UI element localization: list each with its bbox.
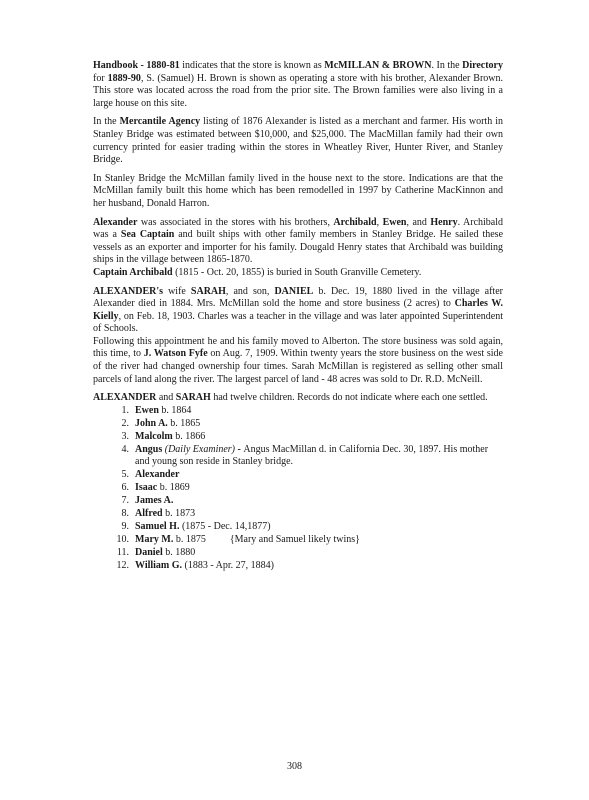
list-item-number: 1. <box>121 404 129 416</box>
text-run: for <box>93 72 108 84</box>
bold-text: Angus <box>135 443 163 455</box>
bold-text: Isaac <box>135 482 158 494</box>
bold-text: Daniel <box>135 546 163 558</box>
text-run: b. 1864 <box>158 404 192 416</box>
bold-text: Alfred <box>135 508 163 520</box>
list-item-number: 8. <box>121 508 129 520</box>
list-item-number: 7. <box>121 495 129 507</box>
text-run: Following this appointment he and his family moved to Alberton. The store business was sold again, this time, to <box>93 335 503 360</box>
bold-text: J. Watson Fyfe <box>143 348 208 360</box>
text-run: . In the <box>431 60 463 71</box>
page-number: 308 <box>287 761 302 772</box>
text-run: listing of 1876 Alexander is listed as a merchant and farmer. His worth in Stanley Bridge was estimated between $10,000, and $25,000. The MacMillan family had their own currency printed for easier trading within the stores in Wheatley River, Hunter River, and Stanley Bridge. <box>93 116 503 166</box>
bold-text: McMILLAN & BROWN <box>324 60 432 71</box>
bold-text: SARAH <box>175 392 211 404</box>
bold-text: SARAH <box>190 285 226 297</box>
bold-text: William G. <box>135 559 183 571</box>
bold-text: Ewen <box>382 216 407 228</box>
text-run: . Archibald was a <box>93 216 504 241</box>
paragraph-p5 <box>93 267 503 280</box>
list-item-number: 11. <box>116 546 129 558</box>
paragraph-p4 <box>93 217 503 267</box>
list-item <box>93 418 503 431</box>
bold-text: Archibald <box>333 216 377 228</box>
list-item-number: 5. <box>121 469 129 481</box>
list-item <box>93 547 503 560</box>
list-item <box>93 444 503 470</box>
list-item <box>93 431 503 444</box>
text-run: b. Dec. 19, 1880 lived in the village after Alexander died in 1884. Mrs. McMillan sold the home and store business (2 acres) to <box>93 285 503 310</box>
list-item-number: 2. <box>121 417 129 429</box>
bold-text: Malcolm <box>135 430 173 442</box>
bold-text: Sea Captain <box>120 229 175 241</box>
text-run: indicates that the store is known as <box>179 60 325 71</box>
paragraph-p8 <box>93 392 503 405</box>
text-run: In the <box>93 116 120 128</box>
text-run: was associated in the stores with his brothers, <box>137 216 334 228</box>
bold-text: Alexander <box>135 469 180 481</box>
list-item <box>93 482 503 495</box>
text-run: (1815 - Oct. 20, 1855) is buried in South Granville Cemetery. <box>172 266 422 278</box>
text-run: b. 1880 <box>162 546 196 558</box>
bold-text: Charles W. Kielly <box>93 298 503 322</box>
list-item <box>93 534 503 547</box>
list-item-number: 12. <box>116 559 129 571</box>
text-run: had twelve children. Records do not indicate where each one settled. <box>210 392 488 404</box>
text-run: b. 1873 <box>162 508 196 520</box>
bold-text: Ewen <box>135 404 159 416</box>
list-item-number: 3. <box>121 430 129 442</box>
text-run: and built ships with other family members in Stanley Bridge. He sailed these vessels as an exporter and importer for his family. Dougald Henry states that Archibald was building ships in the village between 1865-1870. <box>93 229 504 266</box>
bold-text: Mercantile Agency <box>119 116 201 128</box>
text-run: b. 1869 <box>157 482 190 494</box>
bold-text: James A. <box>135 495 174 507</box>
text-run: and <box>156 392 176 404</box>
list-item <box>93 521 503 534</box>
text-run: , and <box>406 216 431 228</box>
list-item <box>93 495 503 508</box>
text-run: on Aug. 7, 1909. Within twenty years the store business on the west side of the river had changed ownership four times. Sarah McMillan is registered as selling other small parcels of land along the river. The largest parcel of land - 48 acres was sold to Dr. R.D. McNeill. <box>93 348 503 385</box>
bold-text: 1889-90 <box>107 72 141 84</box>
bold-text: DANIEL <box>274 285 314 297</box>
text-run: In Stanley Bridge the McMillan family lived in the house next to the store. Indications are that the McMillan family built this home which has been remodelled in 1997 by Catherine MacKinnon and her husband, Donald Harron. <box>93 172 503 209</box>
bold-text: Directory <box>462 60 503 71</box>
list-item-number: 6. <box>121 482 129 494</box>
text-run: (1875 - Dec. 14,1877) <box>179 521 271 532</box>
paragraphs <box>93 60 503 405</box>
text-run: , <box>376 216 383 228</box>
text-run: b. 1865 <box>167 417 201 429</box>
bold-text: Henry <box>430 216 458 228</box>
text-run: , and son, <box>225 285 275 297</box>
bold-text: Samuel H. <box>135 521 180 532</box>
bold-text: - <box>235 443 244 455</box>
list-item-note: {Mary and Samuel likely twins} <box>229 533 360 545</box>
paragraph-p6 <box>93 286 503 336</box>
list-item <box>93 508 503 521</box>
list-item-number: 4. <box>121 443 129 455</box>
text-run: b. 1875 <box>173 533 206 545</box>
page-body <box>93 60 503 573</box>
text-run: , S. (Samuel) H. Brown is shown as operating a store with his brother, Alexander Brown. This store was located across the road from the prior site. The Brown families were also living in a large house on this site. <box>93 72 503 109</box>
bold-text: Mary M. <box>135 533 174 545</box>
text-run: wife <box>163 285 191 297</box>
children-list <box>93 405 503 573</box>
italic-text: (Daily Examiner) <box>164 443 236 455</box>
list-item-number: 9. <box>121 521 129 532</box>
text-run: Angus MacMillan d. in California Dec. 30, 1897. His mother and young son reside in Stanley bridge. <box>135 443 489 468</box>
bold-text: Captain Archibald <box>93 266 173 278</box>
text-run: (1883 - Apr. 27, 1884) <box>182 559 274 571</box>
bold-text: John A. <box>135 417 168 429</box>
bold-text: Alexander <box>93 216 138 228</box>
text-run: b. 1866 <box>172 430 206 442</box>
paragraph-p1 <box>93 60 503 110</box>
text-run: , on Feb. 18, 1903. Charles was a teacher in the village and was later appointed Superintendent of Schools. <box>93 310 503 335</box>
paragraph-p3 <box>93 173 503 211</box>
paragraph-p7 <box>93 336 503 386</box>
bold-text: ALEXANDER's <box>93 285 164 297</box>
paragraph-p2 <box>93 116 503 166</box>
list-item <box>93 560 503 573</box>
bold-text: Handbook - 1880-81 <box>93 60 180 71</box>
list-item <box>93 405 503 418</box>
list-item-number: 10. <box>116 533 129 545</box>
list-item <box>93 469 503 482</box>
bold-text: ALEXANDER <box>93 392 157 404</box>
